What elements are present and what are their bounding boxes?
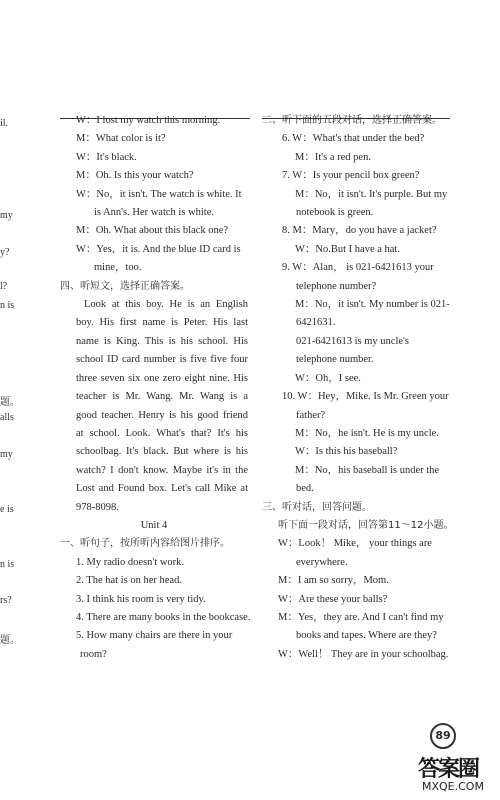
left-column-line: 四、听短文，选择正确答案。 [60,280,190,292]
edge-fragment: n is [0,559,15,570]
left-column-line: 4. There are many books in the bookcase. [76,611,251,623]
right-column-line: W：Oh，I see. [295,372,361,384]
right-column-line: books and tapes. Where are they? [296,630,437,642]
left-column-line: M：What color is it? [76,133,166,145]
right-column-line: W：Look！ Mike， your things are [278,538,432,550]
left-column [60,112,251,664]
right-column-line: 10. W：Hey，Mike. Is Mr. Green your [282,391,449,403]
right-column-line: W：Is this his baseball? [295,446,398,458]
left-column-line: boy. His first name is Peter. His last [76,317,248,329]
left-column-line: 3. I think his room is very tidy. [76,593,206,605]
right-column-line: W：Are these your balls? [278,593,388,605]
left-column-line: 2. The hat is on her head. [76,575,182,587]
left-column-line: three seven six one zero eight nine. His [76,372,248,384]
right-column-line: W：No.But I have a hat. [295,243,400,255]
edge-fragment: y? [0,247,10,258]
left-column-line: schoolbag. It's black. But where is his [76,446,248,458]
right-column-line: 021-6421613 is my uncle's [296,335,410,347]
edge-fragment: rs? [0,595,12,606]
right-column-line: 6421631. [296,317,336,329]
edge-fragment: e is [0,504,14,515]
right-column [262,112,454,664]
left-column-line: 978-8098. [76,501,119,513]
left-column-line: 5. How many chairs are there in your [76,630,233,642]
left-column-line: mine，too. [94,262,142,274]
right-column-line: W：Well！ They are in your schoolbag. [278,648,449,660]
left-column-line: name is King. This is his school. His [76,335,248,347]
edge-fragment: l? [0,281,8,292]
right-column-line: M：It's a red pen. [295,151,371,163]
left-column-line: teacher is Mr. Wang. Mr. Wang is a [76,391,248,403]
edge-fragment: 题。 [0,397,20,408]
edge-fragment: n is [0,300,15,311]
left-column-line: is Ann's. Her watch is white. [94,207,215,219]
right-column-line: M：No，his baseball is under the [295,464,440,476]
right-column-line: notebook is green. [296,207,374,219]
left-edge-cropped-text [0,0,22,800]
right-column-line: 二、听下面的五段对话，选择正确答案。 [262,115,442,126]
left-column-line: Lost and Found box. Let's call Mike at [76,483,248,495]
edge-fragment: my [0,210,13,221]
right-column-line: 8. M：Mary，do you have a jacket? [282,225,437,237]
left-column-line: W：I lost my watch this morning. [76,115,221,126]
right-column-line: M：No，it isn't. It's purple. But my [295,188,448,200]
left-column-line: W：No，it isn't. The watch is white. It [76,188,242,200]
right-column-line: M：Yes，they are. And I can't find my [278,611,444,623]
right-column-line: telephone number. [296,354,374,366]
left-column-line: watch? I don't know. Maybe it's in the [76,464,248,476]
left-column-line: room? [80,648,107,660]
right-column-line: M：No，it isn't. My number is 021- [295,299,450,311]
right-column-line: 7. W：Is your pencil box green? [282,170,420,182]
left-column-line: Look at this boy. He is an English [84,299,248,311]
left-column-line: 一、听句子，按所听内容给图片排序。 [60,538,230,550]
right-column-line: 听下面一段对话，回答第11～12小题。 [278,519,454,531]
right-column-line: 6. W：What's that under the bed? [282,133,425,145]
right-column-line: 9. W：Alan， is 021-6421613 your [282,262,434,274]
edge-fragment: 题。 [0,635,20,646]
edge-fragment: il. [0,118,9,129]
left-column-line: W：It's black. [76,151,137,163]
right-column-line: telephone number? [296,280,377,292]
left-column-line: M：Oh. What about this black one? [76,225,229,237]
left-column-line: 1. My radio doesn't work. [76,556,185,568]
page-number: 89 [430,723,456,749]
right-column-line: everywhere. [296,556,348,568]
right-column-line: father? [296,409,326,421]
right-column-line: M：I am so sorry，Mom. [278,575,389,587]
right-column-line: M：No，he isn't. He is my uncle. [295,427,439,439]
watermark-glyph: 答案圈 [418,757,479,782]
left-column-line: Unit 4 [140,519,168,531]
left-column-line: M：Oh. Is this your watch? [76,170,194,182]
watermark-text: MXQE.COM [422,780,484,793]
left-column-line: school ID card number is five five four [76,354,248,366]
right-column-line: bed. [296,483,314,495]
edge-fragment: alls [0,412,14,423]
right-column-line: 三、听对话，回答问题。 [262,501,372,513]
left-column-line: W：Yes，it is. And the blue ID card is [76,243,241,255]
left-column-line: at school. Look. What's that? It's his [76,427,248,439]
left-column-line: good teacher. Henry is his good friend [76,409,248,421]
watermark-logo [418,752,496,796]
edge-fragment: my [0,449,13,460]
